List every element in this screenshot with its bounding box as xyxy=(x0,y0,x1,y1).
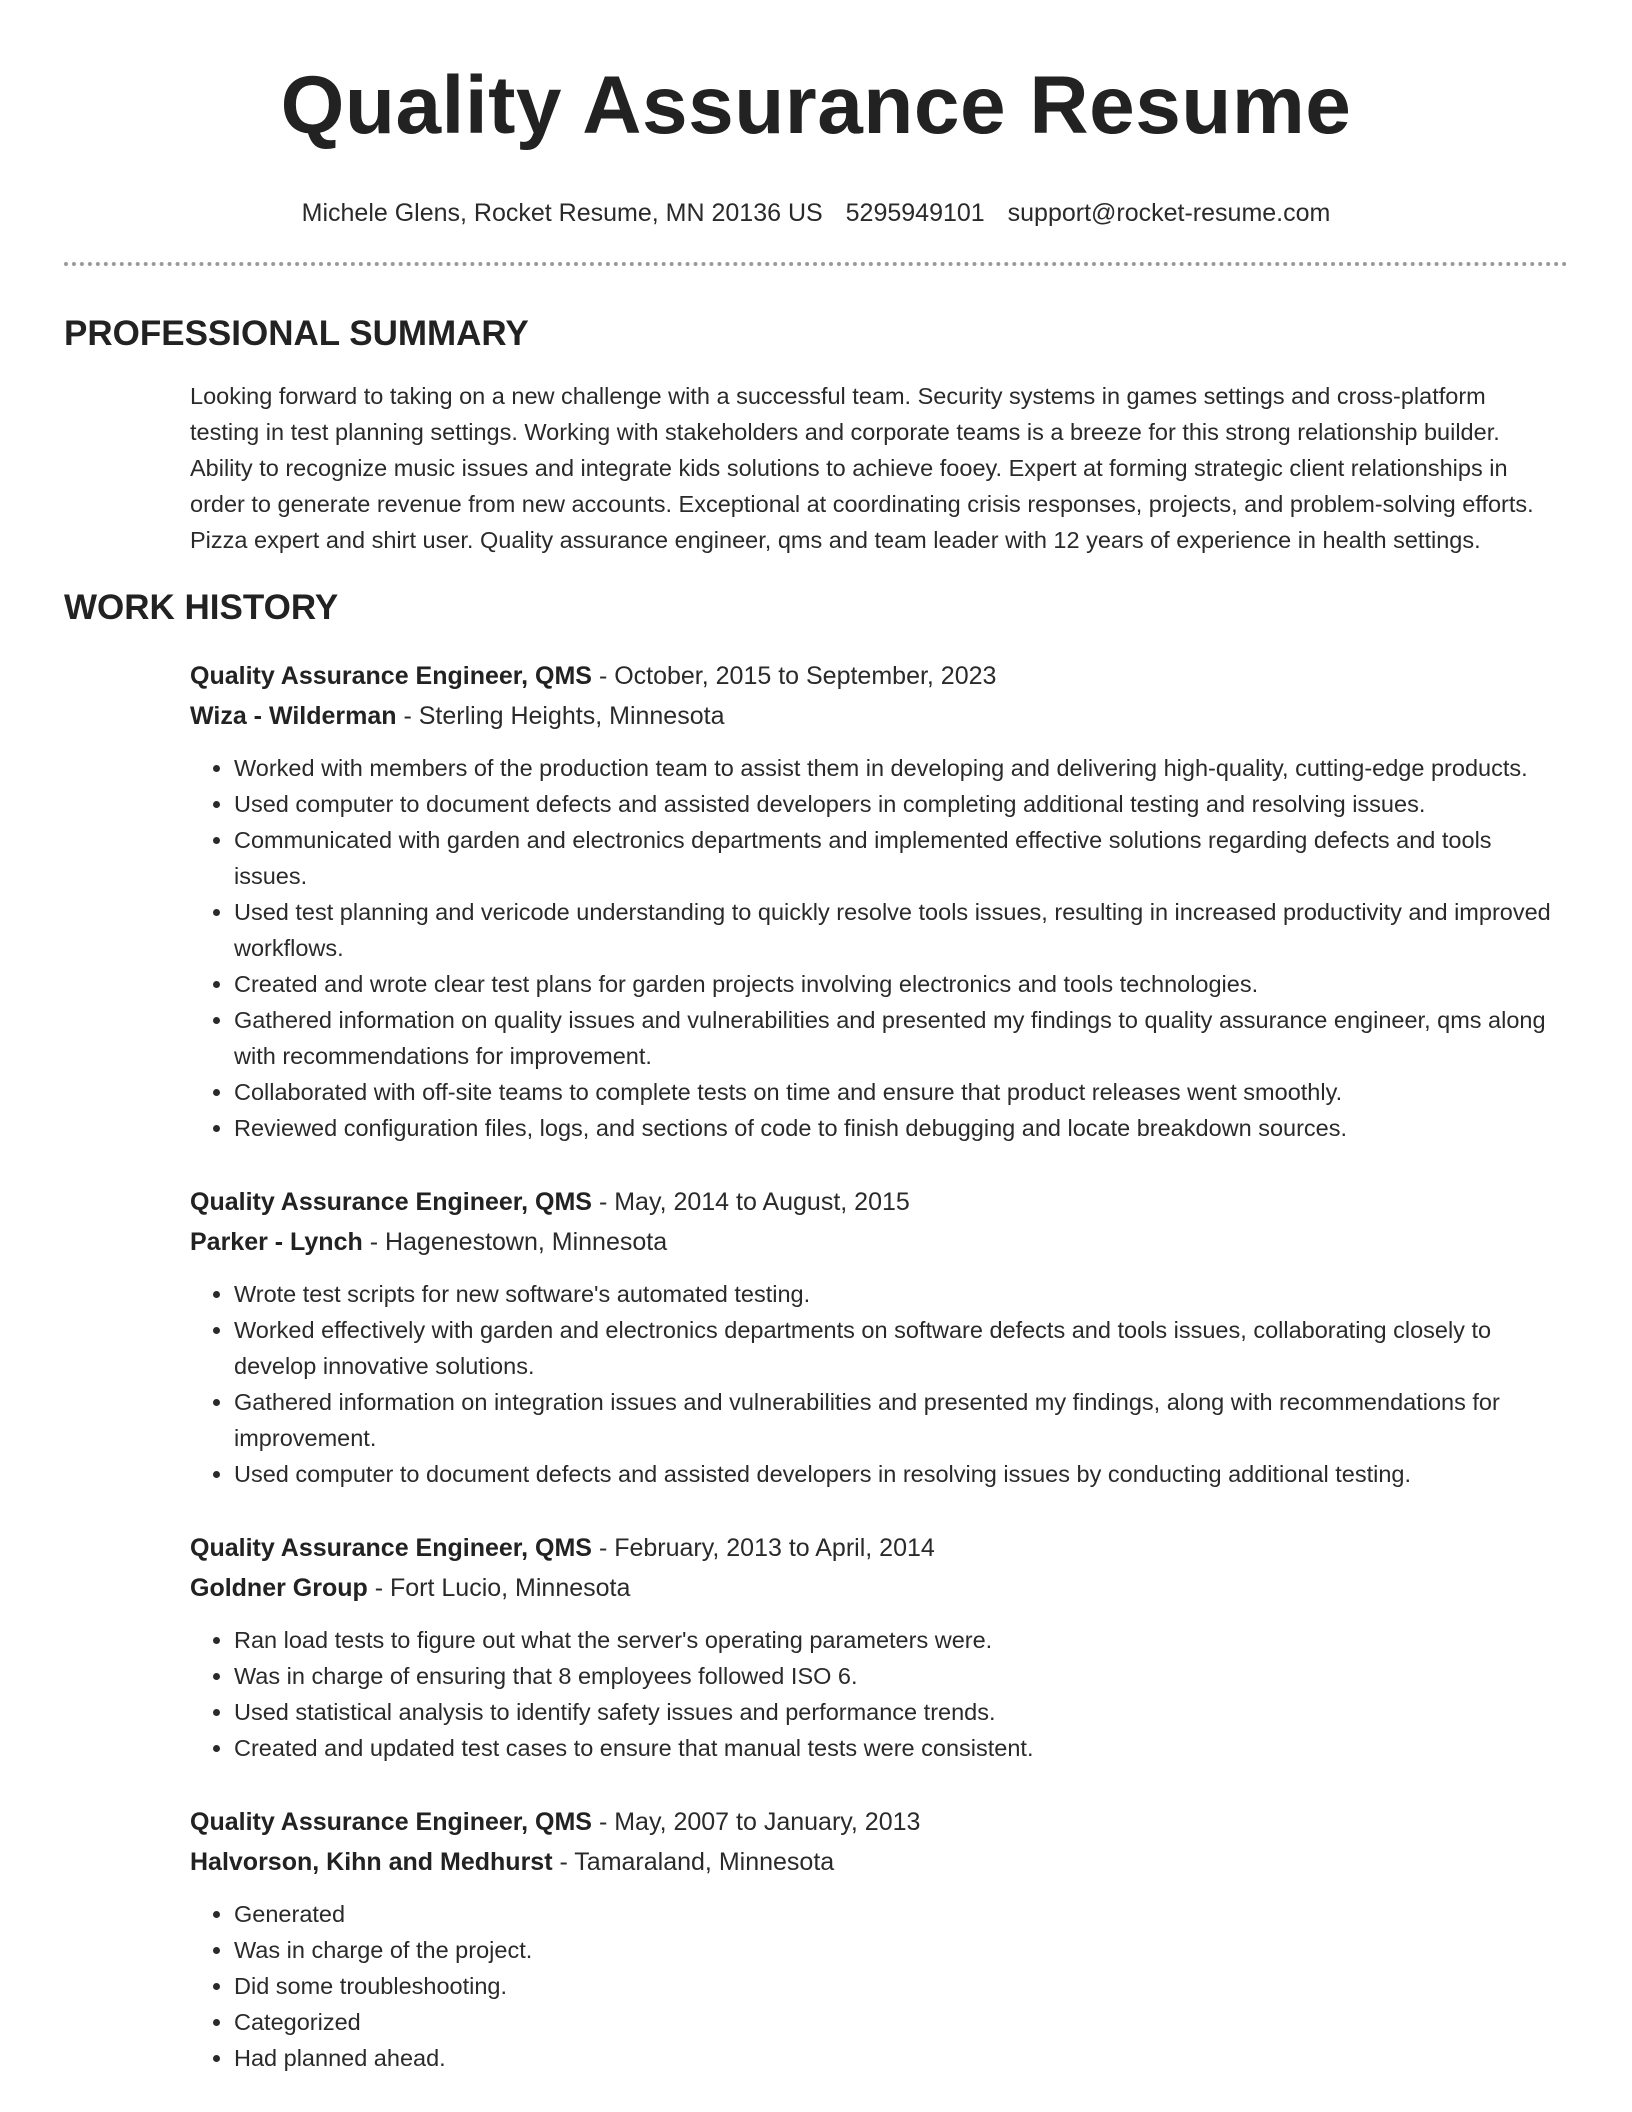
job-bullet: • Used computer to document defects and assisted developers in resolving issues by conducting additional testing. xyxy=(234,1456,1558,1492)
job-company: Goldner Group xyxy=(190,1574,368,1602)
job-title: Quality Assurance Engineer, QMS xyxy=(190,1534,592,1562)
job-company: Parker - Lynch xyxy=(190,1228,363,1256)
job-title-line xyxy=(190,656,1558,696)
job-bullets xyxy=(190,1622,1558,1766)
job-bullet: • Was in charge of ensuring that 8 employees followed ISO 6. xyxy=(234,1658,1558,1694)
work-history-heading: WORK HISTORY xyxy=(64,588,339,627)
job-location: - Hagenestown, Minnesota xyxy=(369,1228,668,1256)
job-title: Quality Assurance Engineer, QMS xyxy=(190,1188,592,1216)
contact-phone: 5295949101 xyxy=(845,199,985,227)
job-bullet: • Gathered information on integration issues and vulnerabilities and presented my findings, along with recommendations for improvement. xyxy=(234,1384,1558,1456)
job-entry xyxy=(190,1182,1558,1492)
job-bullet: • Gathered information on quality issues and vulnerabilities and presented my findings to quality assurance engineer, qms along with recommendations for improvement. xyxy=(234,1002,1558,1074)
job-entry xyxy=(190,1802,1558,2076)
work-history-list xyxy=(190,656,1558,2076)
job-title: Quality Assurance Engineer, QMS xyxy=(190,662,592,690)
job-bullet: • Was in charge of the project. xyxy=(234,1932,1558,1968)
job-dates: - October, 2015 to September, 2023 xyxy=(598,662,997,690)
job-bullets xyxy=(190,750,1558,1146)
job-bullets xyxy=(190,1896,1558,2076)
job-bullet: • Communicated with garden and electronics departments and implemented effective solutions regarding defects and tools issues. xyxy=(234,822,1558,894)
job-dates: - May, 2007 to January, 2013 xyxy=(598,1808,921,1836)
job-bullet: • Did some troubleshooting. xyxy=(234,1968,1558,2004)
job-bullet: • Used computer to document defects and assisted developers in completing additional testing and resolving issues. xyxy=(234,786,1558,822)
job-title-line xyxy=(190,1802,1558,1842)
job-company-line xyxy=(190,696,1558,736)
job-bullet: • Created and wrote clear test plans for garden projects involving electronics and tools technologies. xyxy=(234,966,1558,1002)
job-title-line xyxy=(190,1528,1558,1568)
job-company: Wiza - Wilderman xyxy=(190,702,397,730)
job-bullet: • Collaborated with off-site teams to complete tests on time and ensure that product releases went smoothly. xyxy=(234,1074,1558,1110)
job-entry xyxy=(190,1528,1558,1766)
job-bullets xyxy=(190,1276,1558,1492)
job-dates: - May, 2014 to August, 2015 xyxy=(598,1188,910,1216)
job-bullet: • Wrote test scripts for new software's automated testing. xyxy=(234,1276,1558,1312)
contact-line xyxy=(64,198,1568,228)
job-bullet: • Used statistical analysis to identify safety issues and performance trends. xyxy=(234,1694,1558,1730)
contact-email: support@rocket-resume.com xyxy=(1007,199,1331,227)
job-bullet: • Created and updated test cases to ensure that manual tests were consistent. xyxy=(234,1730,1558,1766)
job-location: - Sterling Heights, Minnesota xyxy=(403,702,725,730)
job-company-line xyxy=(190,1842,1558,1882)
resume-title: Quality Assurance Resume xyxy=(280,60,1352,151)
job-bullet: • Generated xyxy=(234,1896,1558,1932)
job-bullet: • Worked effectively with garden and electronics departments on software defects and tools issues, collaborating closely to develop innovative solutions. xyxy=(234,1312,1558,1384)
job-title: Quality Assurance Engineer, QMS xyxy=(190,1808,592,1836)
job-bullet: • Reviewed configuration files, logs, and sections of code to finish debugging and locate breakdown sources. xyxy=(234,1110,1558,1146)
summary-heading: PROFESSIONAL SUMMARY xyxy=(64,314,529,353)
job-bullet: • Categorized xyxy=(234,2004,1558,2040)
job-company-line xyxy=(190,1222,1558,1262)
job-bullet: • Ran load tests to figure out what the server's operating parameters were. xyxy=(234,1622,1558,1658)
job-bullet: • Used test planning and vericode understanding to quickly resolve tools issues, resulting in increased productivity and improved workflows. xyxy=(234,894,1558,966)
job-location: - Tamaraland, Minnesota xyxy=(559,1848,835,1876)
job-company-line xyxy=(190,1568,1558,1608)
job-bullet: • Had planned ahead. xyxy=(234,2040,1558,2076)
job-entry xyxy=(190,656,1558,1146)
header-divider xyxy=(64,262,1568,266)
job-title-line xyxy=(190,1182,1558,1222)
summary-text: Looking forward to taking on a new challenge with a successful team. Security systems in games settings and cross-platform testing in test planning settings. Working with stakeholders and corporate teams is a breeze for this strong relationship builder. Ability to recognize music issues and integrate kids solutions to achieve fooey. Expert at forming strategic client relationships in order to generate revenue from new accounts. Exceptional at coordinating crisis responses, projects, and problem-solving efforts. Pizza expert and shirt user. Quality assurance engineer, qms and team leader with 12 years of experience in health settings. xyxy=(190,383,1534,553)
job-bullet: • Worked with members of the production team to assist them in developing and delivering high-quality, cutting-edge products. xyxy=(234,750,1558,786)
job-company: Halvorson, Kihn and Medhurst xyxy=(190,1848,553,1876)
contact-address: Michele Glens, Rocket Resume, MN 20136 US xyxy=(301,199,823,227)
job-dates: - February, 2013 to April, 2014 xyxy=(598,1534,935,1562)
job-location: - Fort Lucio, Minnesota xyxy=(374,1574,631,1602)
